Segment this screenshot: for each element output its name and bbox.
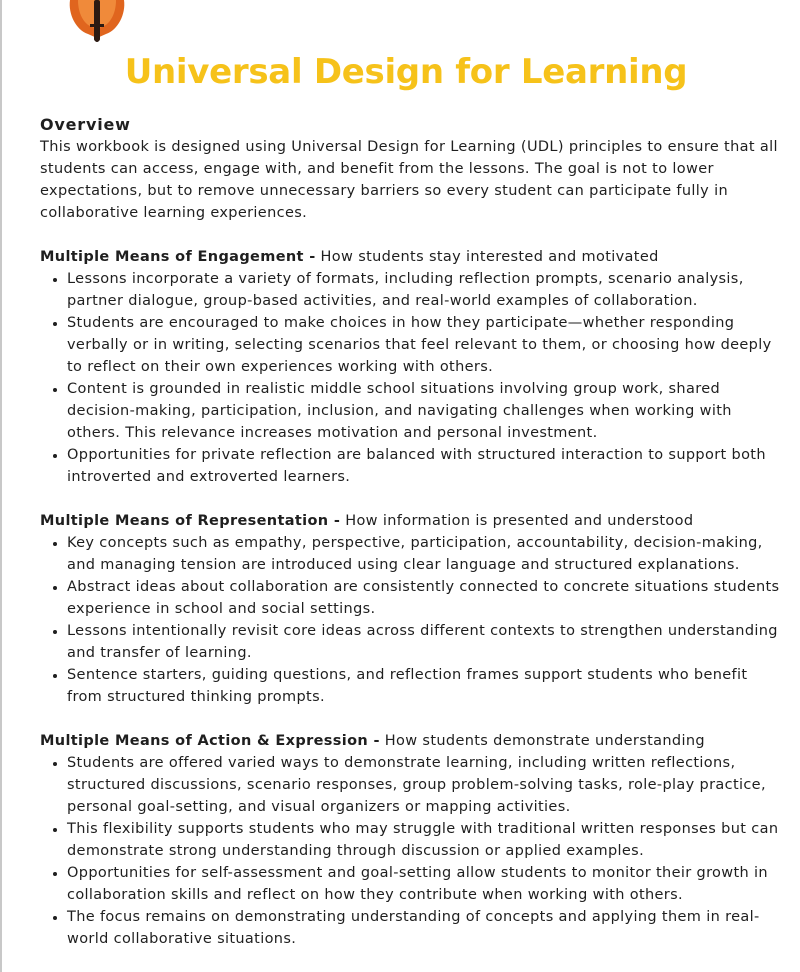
list-item: • The focus remains on demonstrating understanding of concepts and applying them in real-world collaborative situations. <box>67 906 780 950</box>
list-item: • This flexibility supports students who may struggle with traditional written responses but can demonstrate strong understanding through discussion or applied examples. <box>67 818 780 862</box>
section-heading <box>40 730 780 752</box>
bullet-list <box>40 532 780 708</box>
section-label: Multiple Means of Representation - <box>40 513 341 529</box>
list-item: • Opportunities for self-assessment and goal-setting allow students to monitor their growth in collaboration skills and reflect on how they contribute when working with others. <box>67 862 780 906</box>
bullet-list <box>40 752 780 950</box>
violin-icon <box>66 0 128 42</box>
page-title: Universal Design for Learning <box>124 52 688 92</box>
section-description: How students stay interested and motivated <box>315 249 659 265</box>
overview-text: This workbook is designed using Universal Design for Learning (UDL) principles to ensure that all students can access, engage with, and benefit from the lessons. The goal is not to lower expectations, but to remove unnecessary barriers so every student can participate fully in collaborative learning experiences. <box>40 139 778 221</box>
section-description: How information is presented and understood <box>340 513 694 529</box>
section-heading <box>40 246 780 268</box>
section-description: How students demonstrate understanding <box>379 733 705 749</box>
list-item: • Content is grounded in realistic middle school situations involving group work, shared decision-making, participation, inclusion, and navigating challenges when working with others. This relevance increases motivation and personal investment. <box>67 378 780 444</box>
list-item: • Lessons incorporate a variety of formats, including reflection prompts, scenario analysis, partner dialogue, group-based activities, and real-world examples of collaboration. <box>67 268 780 312</box>
bullet-list <box>40 268 780 488</box>
section-engagement <box>40 246 780 488</box>
list-item: • Abstract ideas about collaboration are consistently connected to concrete situations students experience in school and social settings. <box>67 576 780 620</box>
list-item: • Students are encouraged to make choices in how they participate—whether responding verbally or in writing, selecting scenarios that feel relevant to them, or choosing how deeply to reflect on their own experiences working with others. <box>67 312 780 378</box>
list-item: • Key concepts such as empathy, perspective, participation, accountability, decision-making, and managing tension are introduced using clear language and structured explanations. <box>67 532 780 576</box>
document-body <box>40 114 780 950</box>
list-item: • Sentence starters, guiding questions, and reflection frames support students who benefit from structured thinking prompts. <box>67 664 780 708</box>
list-item: • Students are offered varied ways to demonstrate learning, including written reflections, structured discussions, scenario responses, group problem-solving tasks, role-play practice, personal goal-setting, and visual organizers or mapping activities. <box>67 752 780 818</box>
section-heading <box>40 510 780 532</box>
list-item: • Lessons intentionally revisit core ideas across different contexts to strengthen understanding and transfer of learning. <box>67 620 780 664</box>
section-action-expression <box>40 730 780 950</box>
overview-heading: Overview <box>40 115 131 134</box>
section-label: Multiple Means of Engagement - <box>40 249 316 265</box>
section-label: Multiple Means of Action & Expression - <box>40 733 380 749</box>
section-representation <box>40 510 780 708</box>
list-item: • Opportunities for private reflection are balanced with structured interaction to support both introverted and extroverted learners. <box>67 444 780 488</box>
page-edge-rule <box>0 0 2 972</box>
